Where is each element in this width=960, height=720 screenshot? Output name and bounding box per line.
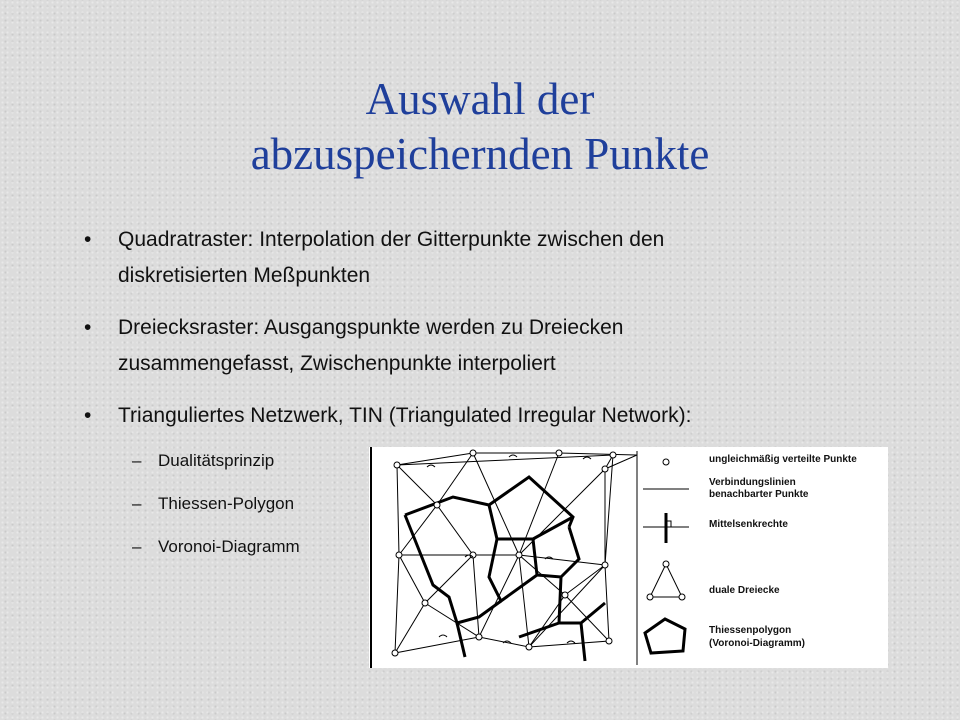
legend-label-points: ungleichmäßig verteilte Punkte — [709, 454, 857, 465]
legend-label-polygon-1: Thiessenpolygon — [709, 625, 792, 636]
bullet-marker: • — [84, 316, 92, 339]
bullet-line: zusammengefasst, Zwischenpunkte interpoliert — [118, 352, 556, 375]
sub-bullet-text: Dualitätsprinzip — [158, 451, 275, 470]
sub-bullet-marker: – — [132, 494, 142, 513]
bullet-text — [118, 222, 664, 294]
bullet-line: diskretisierten Meßpunkten — [118, 264, 371, 287]
sub-bullet-text: Voronoi-Diagramm — [158, 537, 300, 556]
legend-triangle-symbol — [647, 561, 685, 600]
voronoi-figure — [369, 447, 888, 668]
bullet-line: Dreiecksraster: Ausgangspunkte werden zu Dreiecken — [118, 316, 624, 339]
voronoi-diagram-drawing — [369, 447, 888, 668]
legend-pentagon-symbol — [645, 619, 685, 653]
legend-label-triangles: duale Dreiecke — [709, 585, 780, 596]
bullet-marker: • — [84, 228, 92, 251]
triangulation-lines — [395, 453, 637, 653]
legend-label-lines-1: Verbindungslinien — [709, 477, 796, 488]
bullet-text — [118, 310, 623, 382]
legend-bisector-symbol — [643, 513, 689, 543]
sub-bullet-marker: – — [132, 537, 142, 556]
bullet-text: Trianguliertes Netzwerk, TIN (Triangulated Irregular Network): — [118, 404, 692, 427]
legend-point-symbol — [663, 459, 669, 465]
sub-bullet-text: Thiessen-Polygon — [158, 494, 295, 513]
legend-label-polygon-2: (Voronoi-Diagramm) — [709, 638, 805, 649]
sub-bullet-marker: – — [132, 451, 142, 470]
legend-label-lines-2: benachbarter Punkte — [709, 489, 809, 500]
slide-title-line-1: Auswahl der — [365, 74, 595, 124]
slide-title-line-2: abzuspeichernden Punkte — [250, 129, 710, 179]
bullet-line: Quadratraster: Interpolation der Gitterpunkte zwischen den — [118, 228, 665, 251]
legend-label-bisector: Mittelsenkrechte — [709, 519, 788, 530]
bullet-marker: • — [84, 404, 92, 427]
